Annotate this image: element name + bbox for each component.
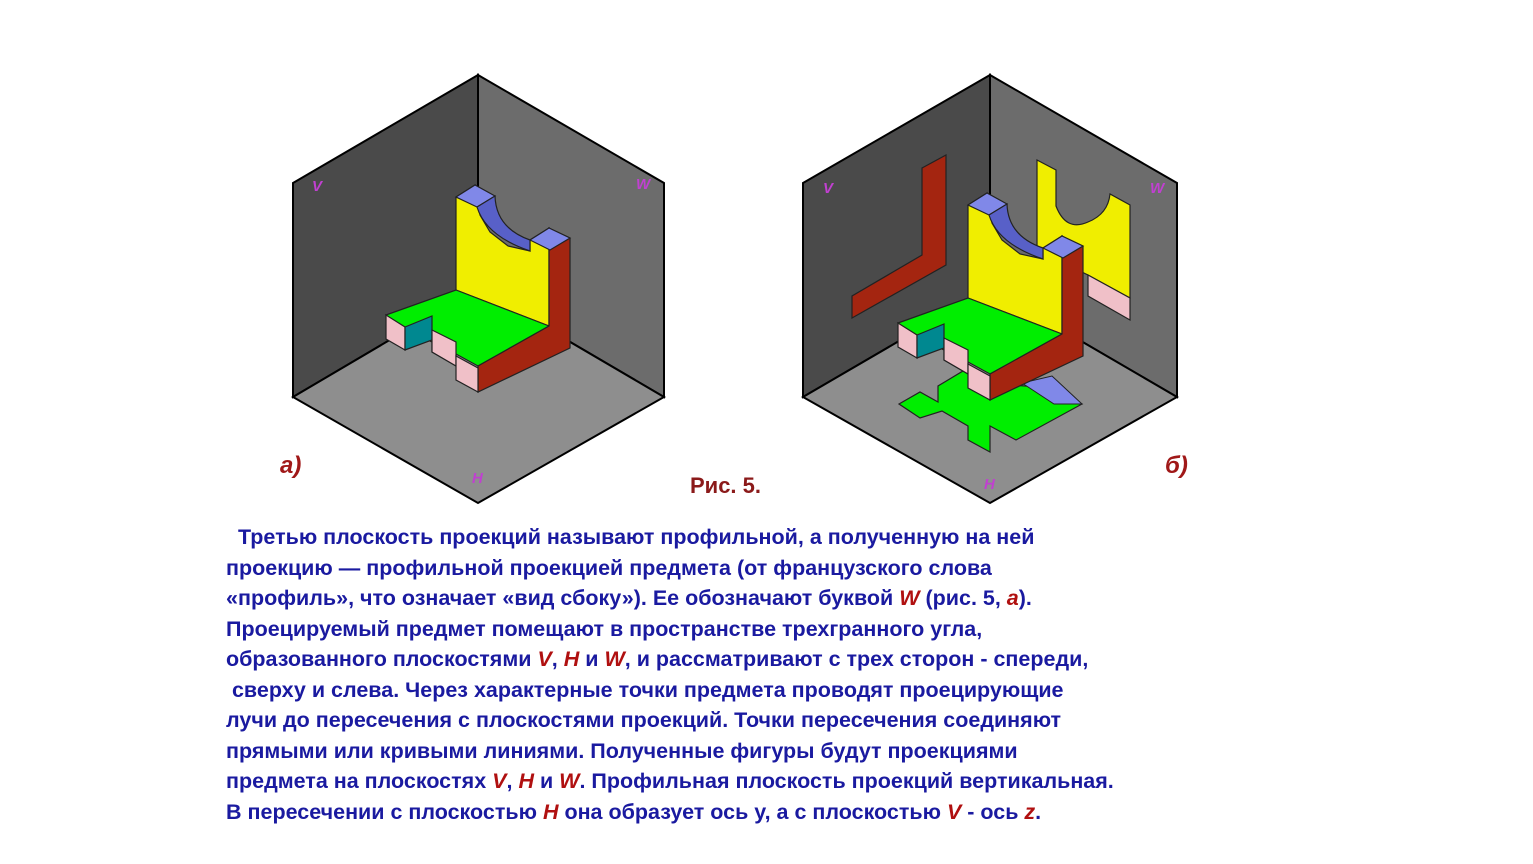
highlight-letter: z: [1024, 799, 1036, 824]
body-text: [226, 522, 1316, 827]
plane-label-v-b: V: [823, 180, 834, 197]
text-line: [226, 644, 1316, 675]
highlight-letter: V: [537, 647, 552, 671]
highlight-letter: W: [604, 647, 625, 671]
text-segment: , и рассматривают с трех сторон - спереди,: [624, 647, 1089, 671]
plane-label-w-b: W: [1150, 180, 1165, 197]
text-segment: Третью плоскость проекций называют профильной, а полученную на ней: [226, 525, 1035, 549]
text-segment: . Профильная плоскость проекций вертикальная.: [579, 769, 1114, 793]
text-segment: «профиль», что означает «вид сбоку»). Ее обозначают буквой: [226, 586, 900, 610]
text-segment: и: [579, 647, 605, 671]
text-segment: и: [533, 769, 560, 793]
trihedral-angle-a: [293, 75, 664, 503]
highlight-letter: W: [899, 586, 920, 610]
text-segment: В пересечении с плоскостью: [226, 799, 543, 824]
text-segment: прямыми или кривыми линиями. Полученные фигуры будут проекциями: [226, 738, 1018, 763]
text-segment: ).: [1018, 586, 1032, 610]
text-segment: Проецируемый предмет помещают в пространстве трехгранного угла,: [226, 616, 983, 641]
text-segment: ,: [551, 647, 564, 671]
subfigure-label-a: а): [280, 452, 302, 479]
highlight-letter: Н: [518, 769, 534, 793]
text-line: [226, 614, 1316, 645]
text-line: [226, 553, 1316, 584]
highlight-letter: W: [559, 769, 580, 793]
text-segment: сверху и слева. Через характерные точки предмета проводят проецирующие: [226, 677, 1064, 702]
text-segment: (рис. 5,: [919, 586, 1007, 610]
plane-label-h-a: H: [472, 470, 483, 487]
plane-label-h-b: H: [984, 476, 995, 493]
highlight-letter: Н: [563, 647, 580, 671]
plane-label-v-a: V: [312, 178, 323, 195]
highlight-letter: а: [1006, 586, 1019, 610]
highlight-letter: V: [946, 799, 962, 824]
text-line: [226, 675, 1316, 706]
text-line: [226, 766, 1316, 797]
figure-caption: Рис. 5.: [690, 473, 762, 498]
text-segment: - ось: [961, 799, 1025, 824]
text-line: [226, 583, 1316, 614]
text-segment: .: [1035, 799, 1042, 824]
text-line: [226, 705, 1316, 736]
highlight-letter: Н: [542, 799, 559, 824]
text-segment: лучи до пересечения с плоскостями проекций. Точки пересечения соединяют: [226, 708, 1062, 732]
subfigure-label-b: б): [1165, 452, 1188, 479]
text-line: [226, 736, 1316, 767]
text-segment: она образует ось у, а с плоскостью: [558, 799, 947, 824]
trihedral-angle-b: [803, 75, 1177, 503]
plane-label-w-a: W: [636, 176, 651, 193]
text-segment: проекцию — профильной проекцией предмета (от французского слова: [226, 555, 992, 580]
text-segment: предмета на плоскостях: [226, 769, 493, 793]
text-segment: образованного плоскостями: [226, 647, 538, 671]
text-segment: ,: [506, 769, 519, 793]
highlight-letter: V: [492, 769, 507, 793]
text-line: [226, 522, 1316, 553]
text-line: [226, 797, 1316, 828]
